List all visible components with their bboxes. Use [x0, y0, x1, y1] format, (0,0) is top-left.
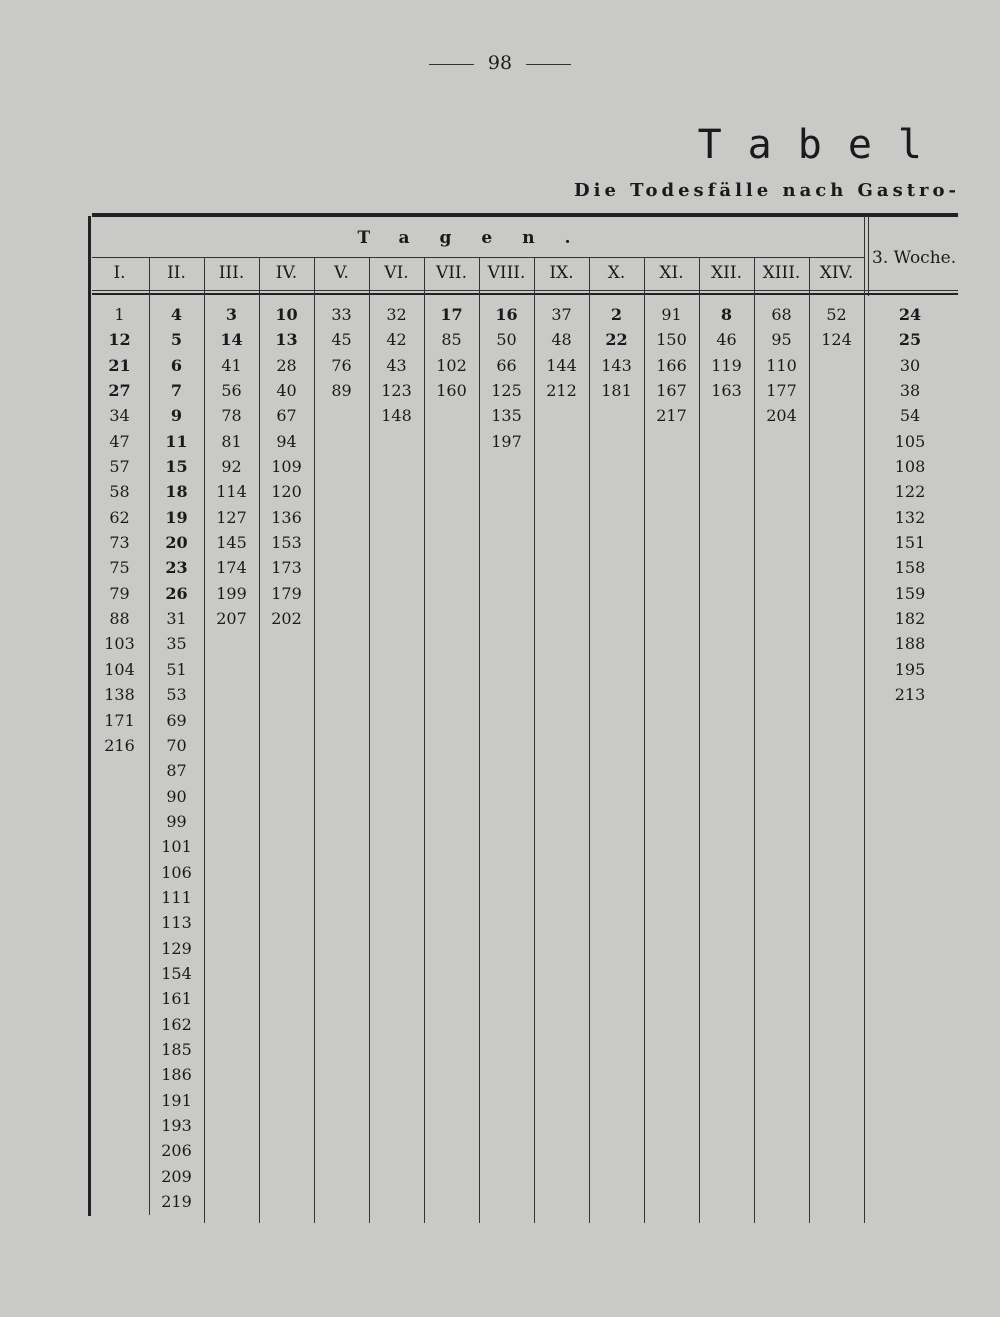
table-cell: 30: [899, 355, 921, 375]
table-cell: 179: [271, 583, 302, 603]
column-header: IX.: [549, 263, 574, 283]
column-header: X.: [607, 263, 626, 283]
table-cell: 14: [220, 330, 243, 350]
table-cell: 159: [894, 583, 926, 603]
column-values: [314, 302, 369, 403]
table-cell: 3: [225, 305, 238, 324]
table-cell: 148: [381, 406, 412, 426]
table-cell: 70: [166, 735, 187, 755]
table-cell: 127: [216, 507, 247, 527]
table-cell: 132: [894, 507, 926, 527]
table-cell: 25: [898, 330, 922, 350]
table-cell: 88: [109, 609, 130, 629]
table-cell: 167: [656, 381, 687, 401]
table-cell: 4: [170, 305, 183, 324]
table-cell: 153: [271, 533, 302, 553]
table-cell: 171: [104, 710, 135, 730]
table-cell: 5: [170, 330, 183, 350]
table-cell: 199: [216, 583, 247, 603]
table-cell: 188: [894, 634, 926, 654]
table-cell: 31: [166, 609, 187, 629]
table-cell: 45: [331, 330, 352, 350]
table-cell: 43: [386, 355, 407, 375]
group-header-rule: [92, 257, 864, 258]
dash-left: [429, 64, 474, 65]
table-cell: 213: [894, 685, 926, 705]
table-cell: 28: [276, 355, 297, 375]
table-cell: 89: [331, 381, 352, 401]
table-cell: 125: [491, 381, 522, 401]
table-cell: 32: [386, 305, 407, 324]
table-cell: 47: [109, 431, 130, 451]
table-cell: 42: [386, 330, 407, 350]
table-cell: 54: [899, 406, 921, 426]
table-cell: 204: [766, 406, 797, 426]
table-cell: 185: [161, 1039, 192, 1059]
table-cell: 50: [496, 330, 517, 350]
table-cell: 166: [656, 355, 687, 375]
table-cell: 53: [166, 685, 187, 705]
table-cell: 41: [221, 355, 242, 375]
table-cell: 111: [161, 887, 192, 907]
table-cell: 23: [165, 558, 188, 578]
table-left-rule: [88, 216, 91, 1216]
table-cell: 7: [170, 381, 183, 401]
page-number: [0, 52, 1000, 74]
table-cell: 62: [109, 507, 130, 527]
table-cell: 15: [165, 457, 188, 477]
group-header-tagen: Tagen.: [357, 228, 601, 248]
table-cell: 108: [894, 457, 926, 477]
table-cell: 46: [716, 330, 737, 350]
table-cell: 69: [166, 710, 187, 730]
table-cell: 186: [161, 1065, 192, 1085]
table-cell: 101: [161, 837, 192, 857]
column-divider: [809, 258, 810, 1223]
table-cell: 8: [720, 305, 733, 324]
table-cell: 212: [546, 381, 577, 401]
table-cell: 79: [109, 583, 130, 603]
table-cell: 22: [605, 330, 628, 350]
week3-values: [870, 302, 950, 708]
table-cell: 113: [161, 913, 192, 933]
table-cell: 123: [381, 381, 412, 401]
column-values: [699, 302, 754, 403]
table-cell: 177: [766, 381, 797, 401]
column-values: [754, 302, 809, 429]
week-divider-rule-2: [868, 216, 869, 296]
table-cell: 13: [275, 330, 298, 350]
column-header: XIV.: [819, 263, 854, 283]
column-divider: [864, 258, 865, 1223]
table-cell: 163: [711, 381, 742, 401]
table-cell: 114: [216, 482, 247, 502]
table-cell: 106: [161, 862, 192, 882]
table-cell: 12: [108, 330, 131, 350]
column-header: VIII.: [487, 263, 526, 283]
table-cell: 11: [165, 431, 188, 451]
header-rule-thick: [92, 293, 958, 295]
table-cell: 6: [170, 355, 183, 375]
column-header: VI.: [384, 263, 409, 283]
table-cell: 67: [276, 406, 297, 426]
table-cell: 24: [898, 305, 922, 324]
page-number-text: 98: [487, 52, 513, 74]
column-values: [259, 302, 314, 631]
table-cell: 160: [436, 381, 467, 401]
column-values: [479, 302, 534, 454]
column-header: I.: [113, 263, 126, 283]
table-cell: 9: [170, 406, 183, 426]
table-cell: 26: [165, 583, 188, 603]
table-cell: 197: [491, 431, 522, 451]
table-cell: 209: [161, 1166, 192, 1186]
table-cell: 10: [275, 305, 298, 324]
column-values: [534, 302, 589, 403]
table-cell: 109: [271, 457, 302, 477]
table-cell: 119: [711, 355, 742, 375]
table-cell: 81: [221, 431, 242, 451]
table-cell: 158: [894, 558, 926, 578]
table-cell: 90: [166, 786, 187, 806]
table-cell: 181: [601, 381, 632, 401]
column-values: [589, 302, 644, 403]
column-values: [92, 302, 147, 758]
table-cell: 174: [216, 558, 247, 578]
table-cell: 21: [108, 355, 131, 375]
table-cell: 17: [440, 305, 463, 324]
table-cell: 138: [104, 685, 135, 705]
table-cell: 66: [496, 355, 517, 375]
table-cell: 193: [161, 1116, 192, 1135]
table-cell: 52: [826, 305, 847, 324]
table-cell: 57: [109, 457, 130, 477]
table-cell: 162: [161, 1014, 192, 1034]
table-cell: 191: [161, 1090, 192, 1110]
table-cell: 151: [894, 533, 926, 553]
table-cell: 102: [436, 355, 467, 375]
dash-right: [526, 64, 571, 65]
table-cell: 95: [771, 330, 792, 350]
table-cell: 87: [166, 761, 187, 781]
table-cell: 85: [441, 330, 462, 350]
table-cell: 207: [216, 609, 247, 629]
header-rule-thin: [92, 290, 958, 291]
table-cell: 1: [114, 305, 125, 324]
page-title: Tabel: [697, 122, 948, 168]
page-subtitle: Die Todesfälle nach Gastro-: [574, 180, 960, 201]
column-header: VII.: [435, 263, 468, 283]
table-cell: 173: [271, 558, 302, 578]
table-cell: 145: [216, 533, 247, 553]
table-cell: 144: [546, 355, 577, 375]
table-cell: 216: [104, 735, 135, 755]
table-cell: 219: [161, 1192, 192, 1212]
table-cell: 120: [271, 482, 302, 502]
table-cell: 91: [661, 305, 682, 324]
week3-header: 3. Woche.: [872, 248, 957, 268]
column-values: [204, 302, 259, 631]
table-cell: 135: [491, 406, 522, 426]
column-header: XI.: [659, 263, 684, 283]
table-cell: 37: [551, 305, 572, 324]
column-header: XII.: [711, 263, 742, 283]
column-values: [149, 302, 204, 1214]
table-cell: 143: [601, 355, 632, 375]
table-cell: 35: [166, 634, 187, 654]
table-cell: 19: [165, 507, 188, 527]
table-cell: 92: [221, 457, 242, 477]
table-cell: 75: [109, 558, 130, 578]
table-cell: 76: [331, 355, 352, 375]
table-cell: 73: [109, 533, 130, 553]
table-cell: 34: [109, 406, 130, 426]
table-cell: 206: [161, 1141, 192, 1161]
column-header: III.: [218, 263, 245, 283]
column-header: II.: [167, 263, 186, 283]
table-cell: 68: [771, 305, 792, 324]
table-cell: 124: [821, 330, 852, 350]
table-cell: 18: [165, 482, 188, 502]
table-cell: 122: [894, 482, 926, 502]
table-cell: 129: [161, 938, 192, 958]
table-cell: 51: [166, 659, 187, 679]
column-values: [424, 302, 479, 403]
table-cell: 27: [108, 381, 131, 401]
column-values: [369, 302, 424, 429]
table-cell: 217: [656, 406, 687, 426]
table-cell: 20: [165, 533, 188, 553]
column-header: IV.: [275, 263, 298, 283]
table-cell: 2: [610, 305, 623, 324]
table-cell: 40: [276, 381, 297, 401]
table-cell: 38: [899, 381, 921, 401]
table-cell: 56: [221, 381, 242, 401]
table-cell: 33: [331, 305, 352, 324]
table-cell: 104: [104, 659, 135, 679]
table-cell: 154: [161, 963, 192, 983]
table-cell: 195: [894, 659, 926, 679]
column-values: [809, 302, 864, 353]
table-cell: 105: [894, 431, 926, 451]
table-cell: 99: [166, 811, 187, 831]
table-cell: 150: [656, 330, 687, 350]
table-cell: 58: [109, 482, 130, 502]
column-header: XIII.: [762, 263, 801, 283]
table-cell: 110: [766, 355, 797, 375]
table-cell: 48: [551, 330, 572, 350]
table-cell: 202: [271, 609, 302, 629]
table-top-rule: [92, 213, 958, 217]
column-values: [644, 302, 699, 429]
table-cell: 161: [161, 989, 192, 1009]
table-cell: 94: [276, 431, 297, 451]
table-cell: 103: [104, 634, 135, 654]
table-cell: 182: [894, 609, 926, 629]
table-cell: 16: [495, 305, 518, 324]
column-header: V.: [334, 263, 349, 283]
table-cell: 136: [271, 507, 302, 527]
table-cell: 78: [221, 406, 242, 426]
